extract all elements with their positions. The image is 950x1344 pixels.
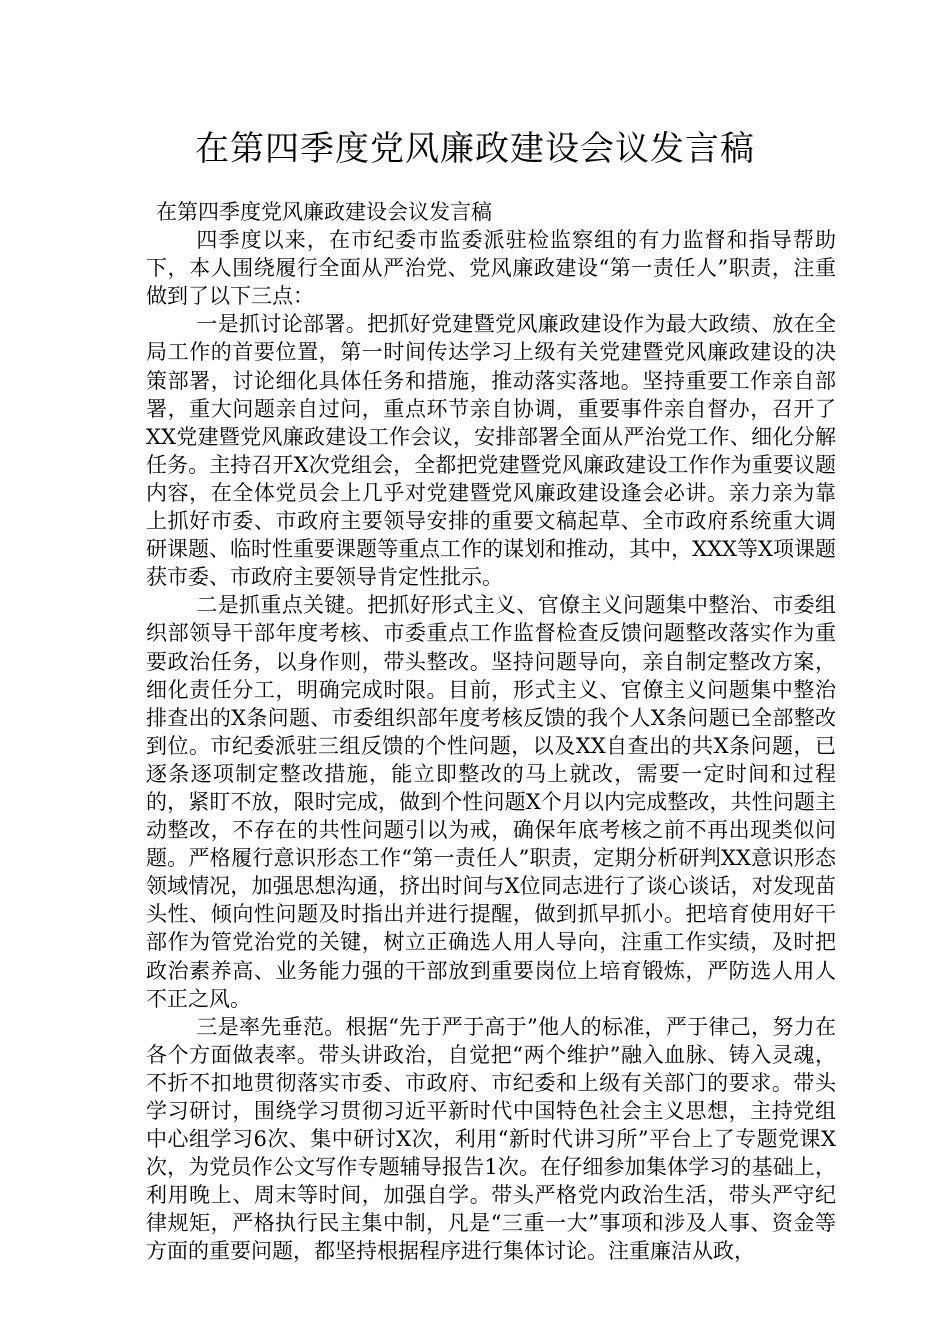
document-title: 在第四季度党风廉政建设会议发言稿 [195,129,755,169]
document-body [146,198,836,1266]
document-subtitle: 在第四季度党风廉政建设会议发言稿 [156,200,492,224]
paragraph-intro: 四季度以来，在市纪委市监委派驻检监察组的有力监督和指导帮助下，本人围绕履行全面从严治党、党风廉政建设“第一责任人”职责，注重做到了以下三点： [146,228,836,309]
paragraph-point-three: 三是率先垂范。根据“先于严于高于”他人的标准，严于律己，努力在各个方面做表率。带头讲政治，自觉把“两个维护”融入血脉、铸入灵魂，不折不扣地贯彻落实市委、市政府、市纪委和上级有关部门的要求。带头学习研讨，围绕学习贯彻习近平新时代中国特色社会主义思想，主持党组中心组学习6次、集中研讨X次，利用“新时代讲习所”平台上了专题党课X次，为党员作公文写作专题辅导报告1次。在仔细参加集体学习的基础上，利用晚上、周末等时间，加强自学。带头严格党内政治生活，带头严守纪律规矩，严格执行民主集中制，凡是“三重一大”事项和涉及人事、资金等方面的重要问题，都坚持根据程序进行集体讨论。注重廉洁从政， [146,1014,836,1264]
paragraph-point-one: 一是抓讨论部署。把抓好党建暨党风廉政建设作为最大政绩、放在全局工作的首要位置，第一时间传达学习上级有关党建暨党风廉政建设的决策部署，讨论细化具体任务和措施，推动落实落地。坚持重要工作亲自部署，重大问题亲自过问，重点环节亲自协调，重要事件亲自督办，召开了XX党建暨党风廉政建设工作会议，安排部署全面从严治党工作、细化分解任务。主持召开X次党组会，全都把党建暨党风廉政建设工作作为重要议题内容，在全体党员会上几乎对党建暨党风廉政建设逢会必讲。亲力亲为靠上抓好市委、市政府主要领导安排的重要文稿起草、全市政府系统重大调研课题、临时性重要课题等重点工作的谋划和推动，其中，XXX等X项课题获市委、市政府主要领导肯定性批示。 [146,312,836,590]
paragraph-point-two: 二是抓重点关键。把抓好形式主义、官僚主义问题集中整治、市委组织部领导干部年度考核、市委重点工作监督检查反馈问题整改落实作为重要政治任务，以身作则，带头整改。坚持问题导向，亲自制定整改方案，细化责任分工，明确完成时限。目前，形式主义、官僚主义问题集中整治排查出的X条问题、市委组织部年度考核反馈的我个人X条问题已全部整改到位。市纪委派驻三组反馈的个性问题，以及XX自查出的共X条问题，已逐条逐项制定整改措施，能立即整改的马上就改，需要一定时间和过程的，紧盯不放，限时完成，做到个性问题X个月以内完成整改，共性问题主动整改，不存在的共性问题引以为戒，确保年底考核之前不再出现类似问题。严格履行意识形态工作“第一责任人”职责，定期分析研判XX意识形态领域情况，加强思想沟通，挤出时间与X位同志进行了谈心谈话，对发现苗头性、倾向性问题及时指出并进行提醒，做到抓早抓小。把培育使用好干部作为管党治党的关键，树立正确选人用人导向，注重工作实绩，及时把政治素养高、业务能力强的干部放到重要岗位上培育锻炼，严防选人用人不正之风。 [146,593,836,1011]
